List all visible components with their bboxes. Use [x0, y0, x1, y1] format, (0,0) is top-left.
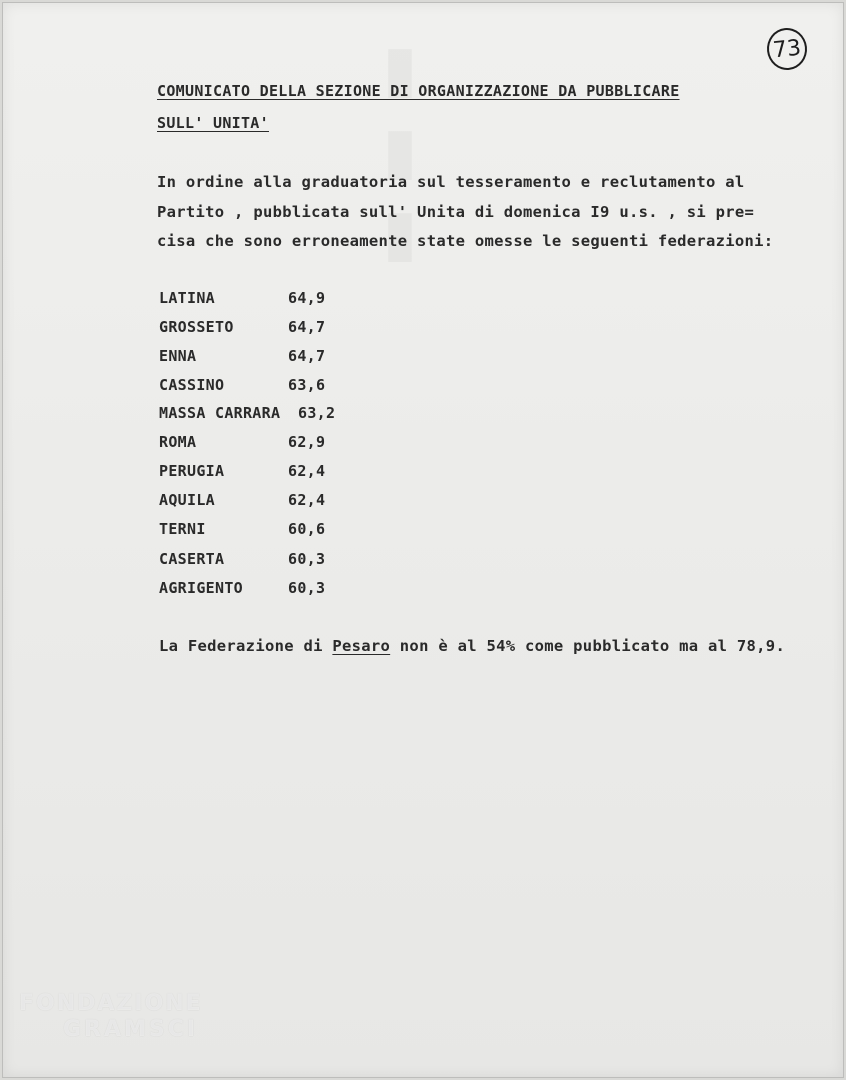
federation-value: 62,9	[288, 433, 326, 451]
note-text-after: non è al 54% come pubblicato ma al 78,9.	[390, 637, 786, 655]
federation-value: 60,3	[288, 579, 326, 597]
federation-value: 64,9	[288, 289, 326, 307]
federation-name: AQUILA	[159, 491, 215, 509]
federation-name: GROSSETO	[159, 318, 234, 336]
federation-value: 62,4	[288, 491, 326, 509]
watermark-line-1: FONDAZIONE	[19, 991, 203, 1016]
note-place-underlined: Pesaro	[332, 637, 391, 655]
note-text-before: La Federazione di	[159, 637, 333, 655]
heading-line-1: COMUNICATO DELLA SEZIONE DI ORGANIZZAZIONE DA PUBBLICARE	[157, 82, 680, 100]
federation-name: ENNA	[159, 347, 197, 365]
federation-value: 60,6	[288, 520, 326, 538]
watermark-line-2: GRAMSCI	[63, 1017, 199, 1042]
heading-line-2: SULL' UNITA'	[157, 114, 269, 132]
federation-value: 64,7	[288, 318, 326, 336]
federation-name: CASSINO	[159, 376, 225, 394]
handwritten-page-number: 73	[765, 26, 809, 72]
federation-name: PERUGIA	[159, 462, 225, 480]
federation-name: TERNI	[159, 520, 206, 538]
federation-name: AGRIGENTO	[159, 579, 243, 597]
federation-value: 62,4	[288, 462, 326, 480]
federation-name: CASERTA	[159, 550, 225, 568]
archive-watermark	[19, 993, 203, 1041]
body-line-3: cisa che sono erroneamente state omesse le seguenti federazioni:	[157, 232, 774, 250]
federation-value: 63,2	[298, 404, 336, 422]
federation-value: 64,7	[288, 347, 326, 365]
document-page	[2, 2, 844, 1078]
federation-value: 63,6	[288, 376, 326, 394]
pesaro-correction-note	[159, 637, 785, 655]
federation-value: 60,3	[288, 550, 326, 568]
federation-name: MASSA CARRARA	[159, 404, 281, 422]
body-line-1: In ordine alla graduatoria sul tesseramento e reclutamento al	[157, 173, 745, 191]
federation-name: ROMA	[159, 433, 197, 451]
federation-name: LATINA	[159, 289, 215, 307]
body-line-2: Partito , pubblicata sull' Unita di domenica I9 u.s. , si pre=	[157, 203, 755, 221]
